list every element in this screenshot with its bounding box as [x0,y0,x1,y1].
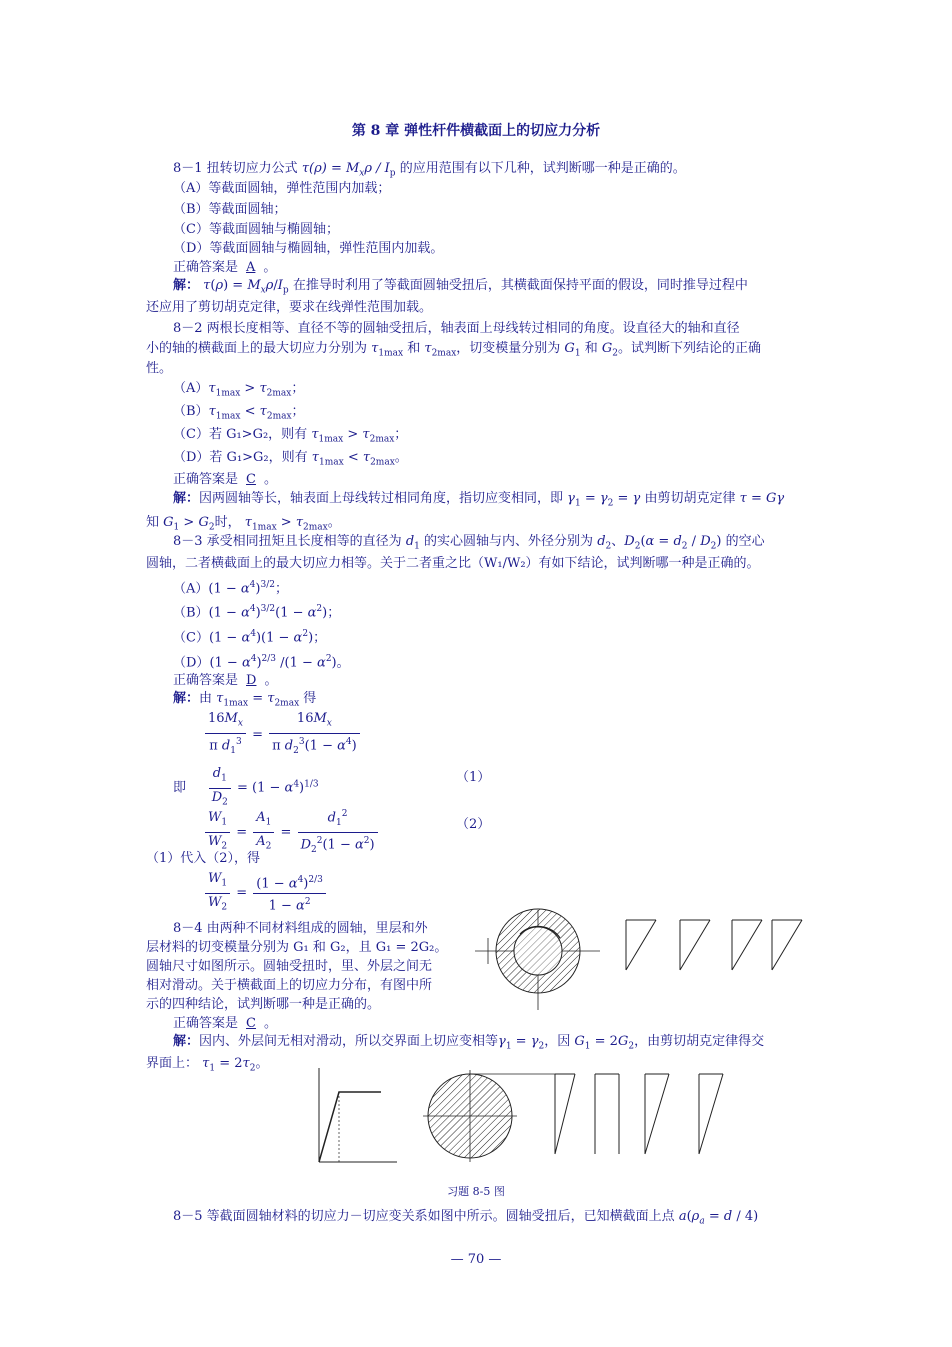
stress-distribution-c [732,920,762,970]
equation-1-number: （1） [456,770,491,785]
equation-2: $\frac{W_1}{W_2}$ = $\frac{A_1}{A_2}$ = $\frac{d_1^2}{D_2^2(1 - \alpha^2)}$ [203,806,380,859]
shaft-cross-section [423,1070,555,1162]
option-8-3-a: $(A)(1 - \alpha^4)^{3/2}$； [173,580,288,597]
option-8-1-d: （D）等截面圆轴与椭圆轴，弹性范围内加载。 [173,241,444,256]
problem-8-4-question: 8－4 由两种不同材料组成的圆轴，里层和外 [173,921,428,936]
figure-8-4 [470,908,810,1020]
solution-8-1-cont: 还应用了剪切胡克定律，要求在线弹性范围加载。 [146,300,433,315]
equation-torque-equality: $\frac{16M_x}{\pi d_1^3}$ = $\frac{16M_x}{\pi d_2^3(1 - \alpha^4)}$ [203,710,362,760]
figure-caption-8-5: 习题 8-5 图 [447,1185,505,1198]
problem-8-4-question-2: 层材料的切变模量分别为 G₁ 和 G₂，且 G₁ = 2G₂。 [146,940,448,955]
equation-1: 即 $\frac{d_1}{D_2}$ = $(1 - \alpha^4)^{1/3}$ [173,766,319,808]
solution-8-4-cont: 界面上： $\tau_1 = 2\tau_2$。 [146,1056,269,1074]
page-number: — 70 — [450,1252,502,1267]
chapter-title: 第 8 章 弹性杆件横截面上的切应力分析 [351,123,601,139]
solution-8-2-cont: 知 $G_1 > G_2$时， $\tau_{1max} > \tau_{2max}$。 [146,515,341,533]
option-8-3-b: $(B)(1 - \alpha^4)^{3/2}(1 - \alpha^2)$； [173,604,341,621]
problem-8-3-question-2: 圆轴，二者横截面上的最大切应力相等。关于二者重之比（W₁/W₂）有如下结论，试判断哪一种是正确的。 [146,556,760,571]
option-8-2-d: （D）若 G₁>G₂，则有 $\tau_{1max} < \tau_{2max}$。 [173,450,408,468]
figure-8-5 [305,1062,745,1172]
stress-strain-curve [319,1068,397,1162]
substitution-text: （1）代入（2），得 [146,851,261,866]
solution-8-1: 解： $\tau(\rho) = M_x\rho/I_p$ 在推导时利用了等截面圆轴受扭后，其横截面保持平面的假设，同时推导过程中 [173,278,748,296]
problem-8-4-question-5: 示的四种结论，试判断哪一种是正确的。 [146,997,381,1012]
problem-8-1-question: 8－1 扭转切应力公式 $\tau(\rho) = M_x\rho / I_p$ 的应用范围有以下几种，试判断哪一种是正确的。 [173,161,686,179]
problem-8-2-question-2: 小的轴的横截面上的最大切应力分别为 $\tau_{1max}$ 和 $\tau_{2max}$，切变模量分别为 $G_1$ 和 $G_2$。试判断下列结论的正确 [146,341,761,359]
solution-8-3: 解：由 $\tau_{1max} = \tau_{2max}$ 得 [173,691,317,709]
stress-distribution-b [680,920,710,970]
answer-8-3: 正确答案是 D 。 [173,673,278,688]
option-8-1-b: （B）等截面圆轴； [173,202,287,217]
composite-shaft-cross-section [475,909,600,1010]
option-8-1-a: （A）等截面圆轴，弹性范围内加载； [173,181,391,196]
solution-8-2: 解：因两圆轴等长，轴表面上母线转过相同角度，指切应变相同，即 $\gamma_1 = \gamma_2 = \gamma$ 由剪切胡克定律 τ = Gγ [173,491,785,509]
problem-8-2-question: 8－2 两根长度相等、直径不等的圆轴受扭后，轴表面上母线转过相同的角度。设直径大的轴和直径 [173,321,740,336]
problem-8-3-question: 8－3 承受相同扭矩且长度相等的直径为 $d_1$ 的实心圆轴与内、外径分别为 $d_2$、$D_2(\alpha = d_2 / D_2)$ 的空心 [173,534,765,552]
answer-8-1: 正确答案是 A 。 [173,260,277,275]
option-8-2-b: $(B)\tau_{1max} < \tau_{2max}$； [173,404,305,422]
problem-8-2-question-3: 性。 [146,361,173,376]
equation-result: $\frac{W_1}{W_2}$ = $\frac{(1 - \alpha^4)^{2/3}}{1 - \alpha^2}$ [203,870,328,916]
option-8-2-a: $(A)\tau_{1max} > \tau_{2max}$； [173,381,305,399]
problem-8-4-question-4: 相对滑动。关于横截面上的切应力分布，有图中所 [146,978,433,993]
option-8-3-d: $(D)(1 - \alpha^4)^{2/3}$ $/(1 - \alpha^2)$。 [173,654,350,671]
stress-distribution-options [555,1074,723,1154]
answer-8-2: 正确答案是 C 。 [173,472,277,487]
problem-8-5-question: 8－5 等截面圆轴材料的切应力－切应变关系如图中所示。圆轴受扭后，已知横截面上点 $a(\rho_a = d / 4)$ [173,1209,759,1227]
solution-8-4: 解：因内、外层间无相对滑动，所以交界面上切应变相等$\gamma_1 = \gamma_2$，因 $G_1 = 2G_2$，由剪切胡克定律得交 [173,1034,765,1052]
answer-8-4: 正确答案是 C 。 [173,1016,277,1031]
stress-distribution-d [772,920,802,970]
option-8-1-c: （C）等截面圆轴与椭圆轴； [173,222,339,237]
stress-distribution-a [626,920,656,970]
option-8-3-c: $(C)(1 - \alpha^4)(1 - \alpha^2)$； [173,629,327,646]
equation-2-number: （2） [456,817,491,832]
option-8-2-c: （C）若 G₁>G₂，则有 $\tau_{1max} > \tau_{2max}$； [173,427,408,445]
problem-8-4-question-3: 圆轴尺寸如图所示。圆轴受扭时，里、外层之间无 [146,959,433,974]
